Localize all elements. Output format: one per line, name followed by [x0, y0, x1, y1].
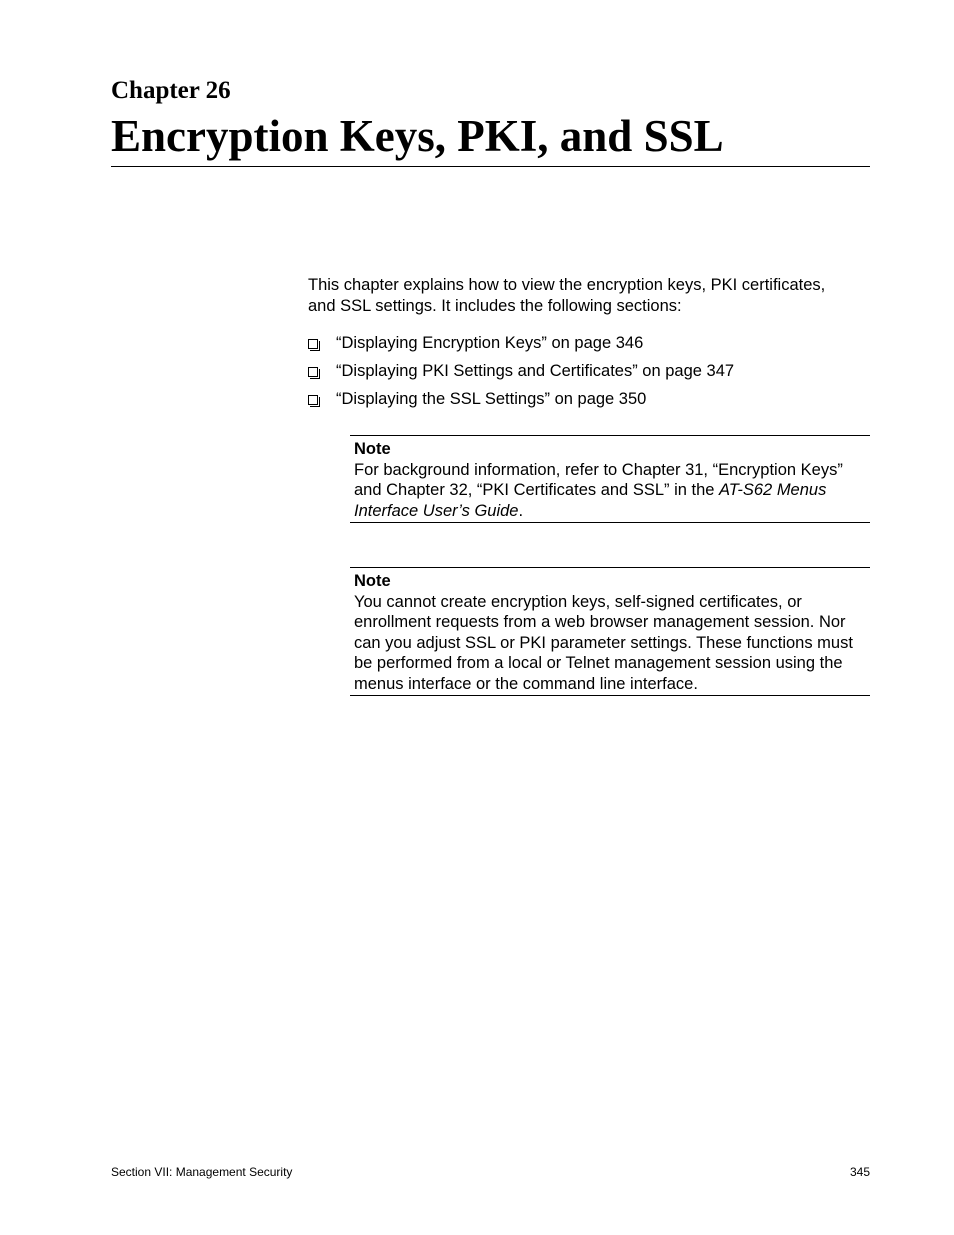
note-text: For background information, refer to Chapter 31, “Encryption Keys” and Chapter 32, “PKI Certificates and SSL” in the — [354, 460, 843, 499]
guide-title: AT-S62 Menus Interface User’s Guide — [354, 481, 827, 520]
section-link[interactable]: “Displaying the SSL Settings” on page 350 — [336, 390, 647, 408]
note-body — [354, 460, 866, 522]
checkbox-bullet-icon — [308, 367, 318, 377]
section-list — [308, 333, 734, 417]
title-divider — [111, 166, 870, 167]
note-box — [350, 435, 870, 523]
checkbox-bullet-icon — [308, 339, 318, 349]
list-item — [308, 333, 734, 361]
footer-section: Section VII: Management Security — [111, 1165, 293, 1179]
chapter-label: Chapter 26 — [111, 77, 231, 104]
note-body: You cannot create encryption keys, self-signed certificates, or enrollment requests from a web browser management session. Nor can you adjust SSL or PKI parameter settings. These functions must be performed from a local or Telnet management session using the menus interface or the command line interface. — [354, 592, 853, 693]
page-number: 345 — [849, 1165, 870, 1179]
note-heading: Note — [354, 440, 391, 458]
section-link[interactable]: “Displaying Encryption Keys” on page 346 — [336, 334, 644, 352]
chapter-title: Encryption Keys, PKI, and SSL — [111, 111, 724, 161]
list-item — [308, 389, 734, 417]
note-box — [350, 567, 870, 696]
checkbox-bullet-icon — [308, 395, 318, 405]
note-heading: Note — [354, 572, 391, 590]
section-link[interactable]: “Displaying PKI Settings and Certificates” on page 347 — [336, 362, 735, 380]
list-item — [308, 361, 734, 389]
intro-paragraph: This chapter explains how to view the encryption keys, PKI certificates, and SSL settings. It includes the following sections: — [308, 276, 826, 315]
note-text-end: . — [518, 501, 524, 520]
